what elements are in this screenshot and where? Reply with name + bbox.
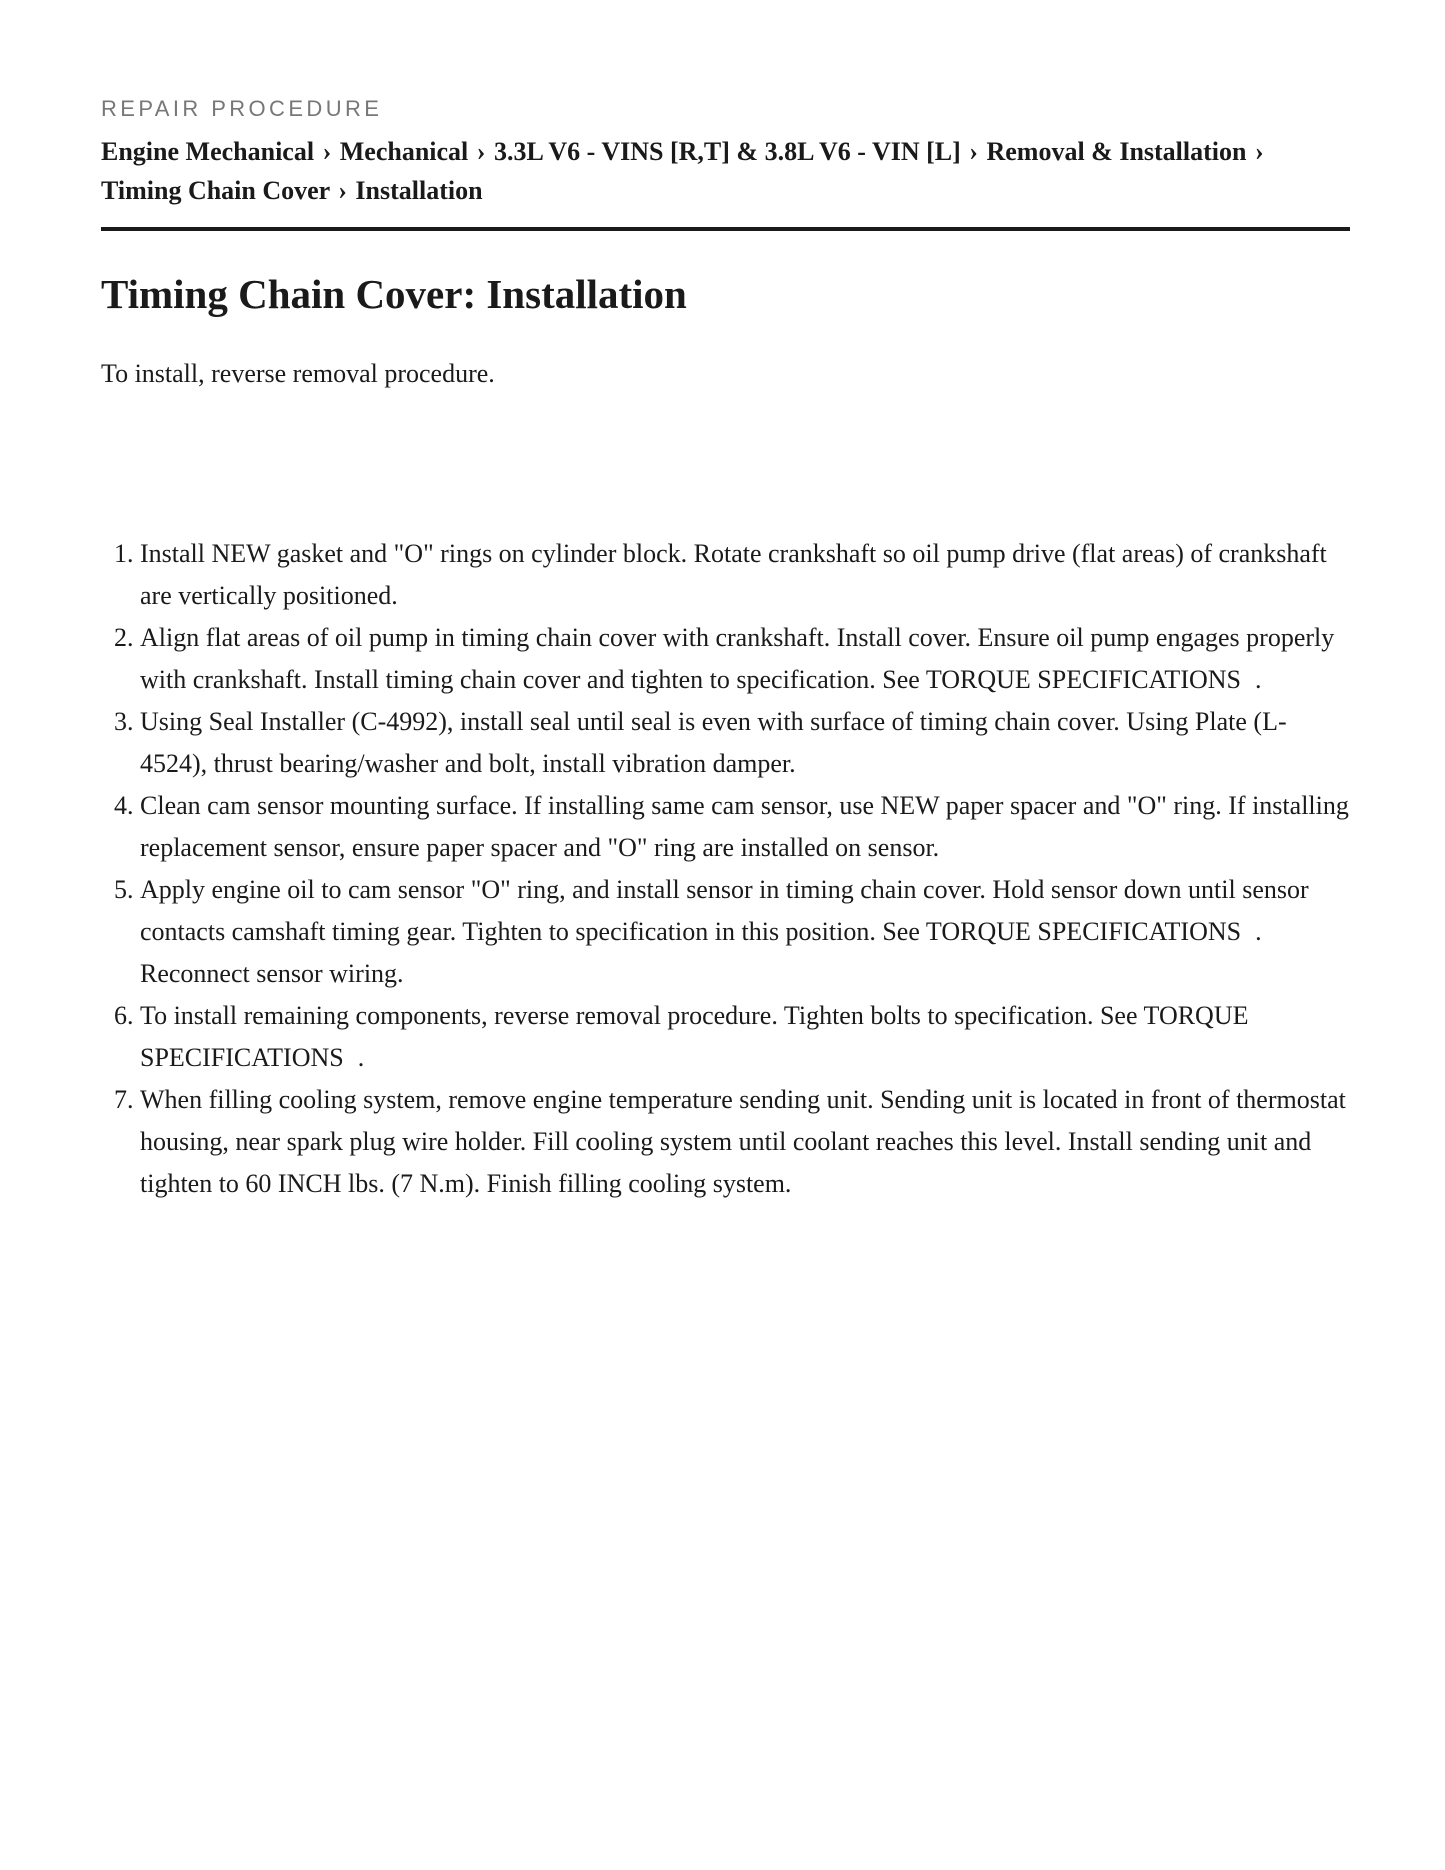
step-text-after: . (1255, 665, 1262, 694)
section-kicker: REPAIR PROCEDURE (101, 96, 383, 121)
intro-text: To install, reverse removal procedure. (101, 359, 495, 388)
torque-specifications-link[interactable]: TORQUE SPECIFICATIONS (925, 665, 1241, 694)
step-text: Align flat areas of oil pump in timing chain cover with crankshaft. Install cover. Ensure oil pump engages properly with crankshaft. Install timing chain cover and tighten to specification. See (140, 623, 1335, 694)
breadcrumb-item-removal-installation[interactable]: Removal & Installation (986, 137, 1247, 166)
step-item (140, 995, 1350, 1079)
step-text: To install remaining components, reverse removal procedure. Tighten bolts to specification. See (140, 1001, 1144, 1030)
breadcrumb (101, 132, 1350, 210)
breadcrumb-separator: › (338, 176, 347, 205)
breadcrumb-item-installation: Installation (355, 176, 483, 205)
torque-specifications-link[interactable]: TORQUE SPECIFICATIONS (925, 917, 1242, 946)
breadcrumb-item-engine-variant[interactable]: 3.3L V6 - VINS [R,T] & 3.8L V6 - VIN [L] (493, 137, 961, 166)
step-text: Install NEW gasket and "O" rings on cylinder block. Rotate crankshaft so oil pump drive (flat areas) of crankshaft are vertically positioned. (140, 539, 1327, 610)
step-text: Using Seal Installer (C-4992), install seal until seal is even with surface of timing chain cover. Using Plate (L-4524), thrust bearing/washer and bolt, install vibration damper. (140, 707, 1287, 778)
breadcrumb-item-mechanical[interactable]: Mechanical (339, 137, 469, 166)
procedure-steps (101, 533, 1350, 1205)
step-item (140, 869, 1350, 995)
breadcrumb-item-timing-chain-cover[interactable]: Timing Chain Cover (101, 176, 330, 205)
step-text: Apply engine oil to cam sensor "O" ring, and install sensor in timing chain cover. Hold sensor down until sensor contacts camshaft timing gear. Tighten to specification in this position. See (140, 875, 1309, 946)
step-item (140, 785, 1350, 869)
step-item (140, 617, 1350, 701)
breadcrumb-separator: › (969, 137, 978, 166)
page-title: Timing Chain Cover: Installation (101, 271, 687, 317)
breadcrumb-item-engine-mechanical[interactable]: Engine Mechanical (101, 137, 315, 166)
step-item (140, 533, 1350, 617)
step-item (140, 1079, 1350, 1205)
step-text: Clean cam sensor mounting surface. If installing same cam sensor, use NEW paper spacer and "O" ring. If installing replacement sensor, ensure paper spacer and "O" ring are installed on sensor. (140, 791, 1349, 862)
header-divider (101, 227, 1350, 231)
document-page (101, 94, 1350, 1205)
torque-specifications-link[interactable]: TORQUE SPECIFICATIONS (140, 1001, 1249, 1072)
step-text-after: . Reconnect sensor wiring. (140, 917, 1262, 988)
breadcrumb-separator: › (476, 137, 486, 166)
step-text: When filling cooling system, remove engine temperature sending unit. Sending unit is located in front of thermostat housing, near spark plug wire holder. Fill cooling system until coolant reaches this level. Install sending unit and tighten to 60 INCH lbs. (7 N.m). Finish filling cooling system. (140, 1085, 1346, 1198)
step-text-after: . (357, 1043, 365, 1072)
step-item (140, 701, 1350, 785)
breadcrumb-separator: › (1254, 137, 1264, 166)
breadcrumb-separator: › (322, 137, 332, 166)
